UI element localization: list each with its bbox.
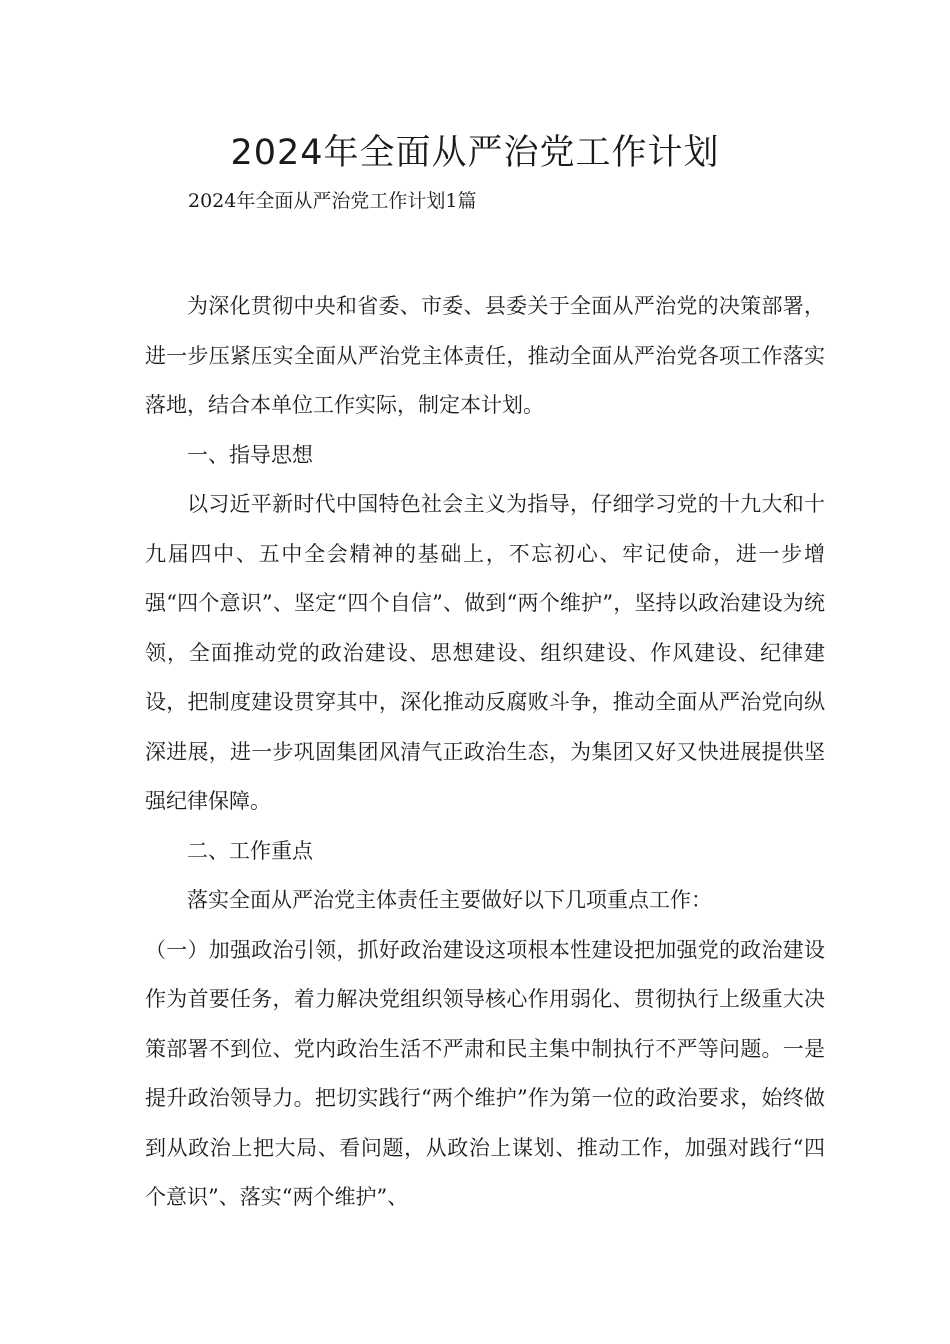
- section-heading-guiding-thought: 一、指导思想: [187, 442, 313, 467]
- paragraph-work-focus-intro: 落实全面从严治党主体责任主要做好以下几项重点工作：: [187, 888, 712, 912]
- section-heading-work-focus: 二、工作重点: [187, 838, 313, 863]
- paragraph-political-guidance: （一）加强政治引领，抓好政治建设这项根本性建设把加强党的政治建设作为首要任务，着力解决党组织领导核心作用弱化、贯彻执行上级重大决策部署不到位、党内政治生活不严肃和民主集中制执行不严等问题。一是提升政治领导力。把切实践行“两个维护”作为第一位的政治要求，始终做到从政治上把大局、看问题，从政治上谋划、推动工作，加强对践行“四个意识”、落实“两个维护”、: [145, 937, 825, 1209]
- document-title: 2024年全面从严治党工作计划: [230, 133, 720, 173]
- document-subtitle: 2024年全面从严治党工作计划1篇: [188, 190, 477, 212]
- document-body: [145, 282, 825, 1223]
- paragraph-intro: 为深化贯彻中央和省委、市委、县委关于全面从严治党的决策部署，进一步压紧压实全面从严治党主体责任，推动全面从严治党各项工作落实落地，结合本单位工作实际，制定本计划。: [145, 294, 825, 417]
- paragraph-guiding-thought: 以习近平新时代中国特色社会主义为指导，仔细学习党的十九大和十九届四中、五中全会精神的基础上，不忘初心、牢记使命，进一步增强“四个意识”、坚定“四个自信”、做到“两个维护”，坚持以政治建设为统领，全面推动党的政治建设、思想建设、组织建设、作风建设、纪律建设，把制度建设贯穿其中，深化推动反腐败斗争，推动全面从严治党向纵深进展，进一步巩固集团风清气正政治生态，为集团又好又快进展提供坚强纪律保障。: [145, 492, 825, 813]
